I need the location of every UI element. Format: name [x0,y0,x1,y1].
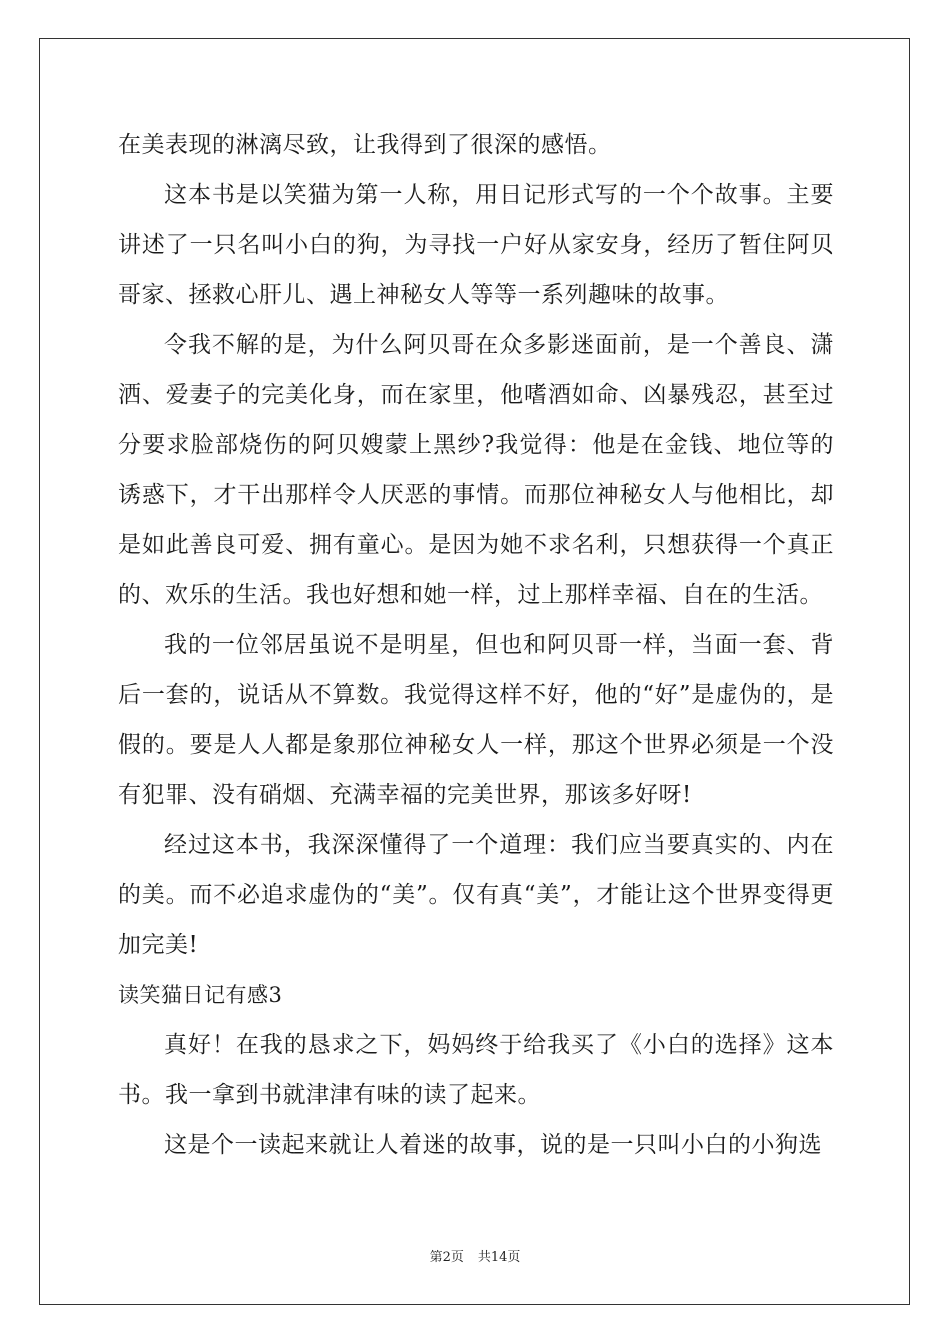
paragraph-4: 我的一位邻居虽说不是明星，但也和阿贝哥一样，当面一套、背后一套的，说话从不算数。我觉得这样不好，他的“好”是虚伪的，是假的。要是人人都是象那位神秘女人一样，那这个世界必须是一个没有犯罪、没有硝烟、充满幸福的完美世界，那该多好呀! [118,632,834,808]
paragraph-1: 在美表现的淋漓尽致，让我得到了很深的感悟。 [118,132,612,158]
paragraph-7: 这是个一读起来就让人着迷的故事，说的是一只叫小白的小狗选 [164,1132,822,1158]
page-total: 共14页 [477,1250,521,1265]
paragraph-3: 令我不解的是，为什么阿贝哥在众多影迷面前，是一个善良、潇洒、爱妻子的完美化身，而在家里，他嗜酒如命、凶暴残忍，甚至过分要求脸部烧伤的阿贝嫂蒙上黑纱?我觉得：他是在金钱、地位等的诱惑下，才干出那样令人厌恶的事情。而那位神秘女人与他相比，却是如此善良可爱、拥有童心。是因为她不求名利，只想获得一个真正的、欢乐的生活。我也好想和她一样，过上那样幸福、自在的生活。 [118,332,834,608]
page-number: 第2页 [429,1250,464,1265]
section-heading: 读笑猫日记有感3 [118,983,283,1007]
paragraph-2: 这本书是以笑猫为第一人称，用日记形式写的一个个故事。主要讲述了一只名叫小白的狗，为寻找一户好从家安身，经历了暂住阿贝哥家、拯救心肝儿、遇上神秘女人等等一系列趣味的故事。 [118,182,834,308]
paragraph-5: 经过这本书，我深深懂得了一个道理：我们应当要真实的、内在的美。而不必追求虚伪的“美”。仅有真“美”，才能让这个世界变得更加完美! [118,832,834,958]
paragraph-6: 真好！在我的恳求之下，妈妈终于给我买了《小白的选择》这本书。我一拿到书就津津有味的读了起来。 [118,1032,834,1108]
page-footer [0,1246,950,1265]
document-body [118,120,834,1170]
